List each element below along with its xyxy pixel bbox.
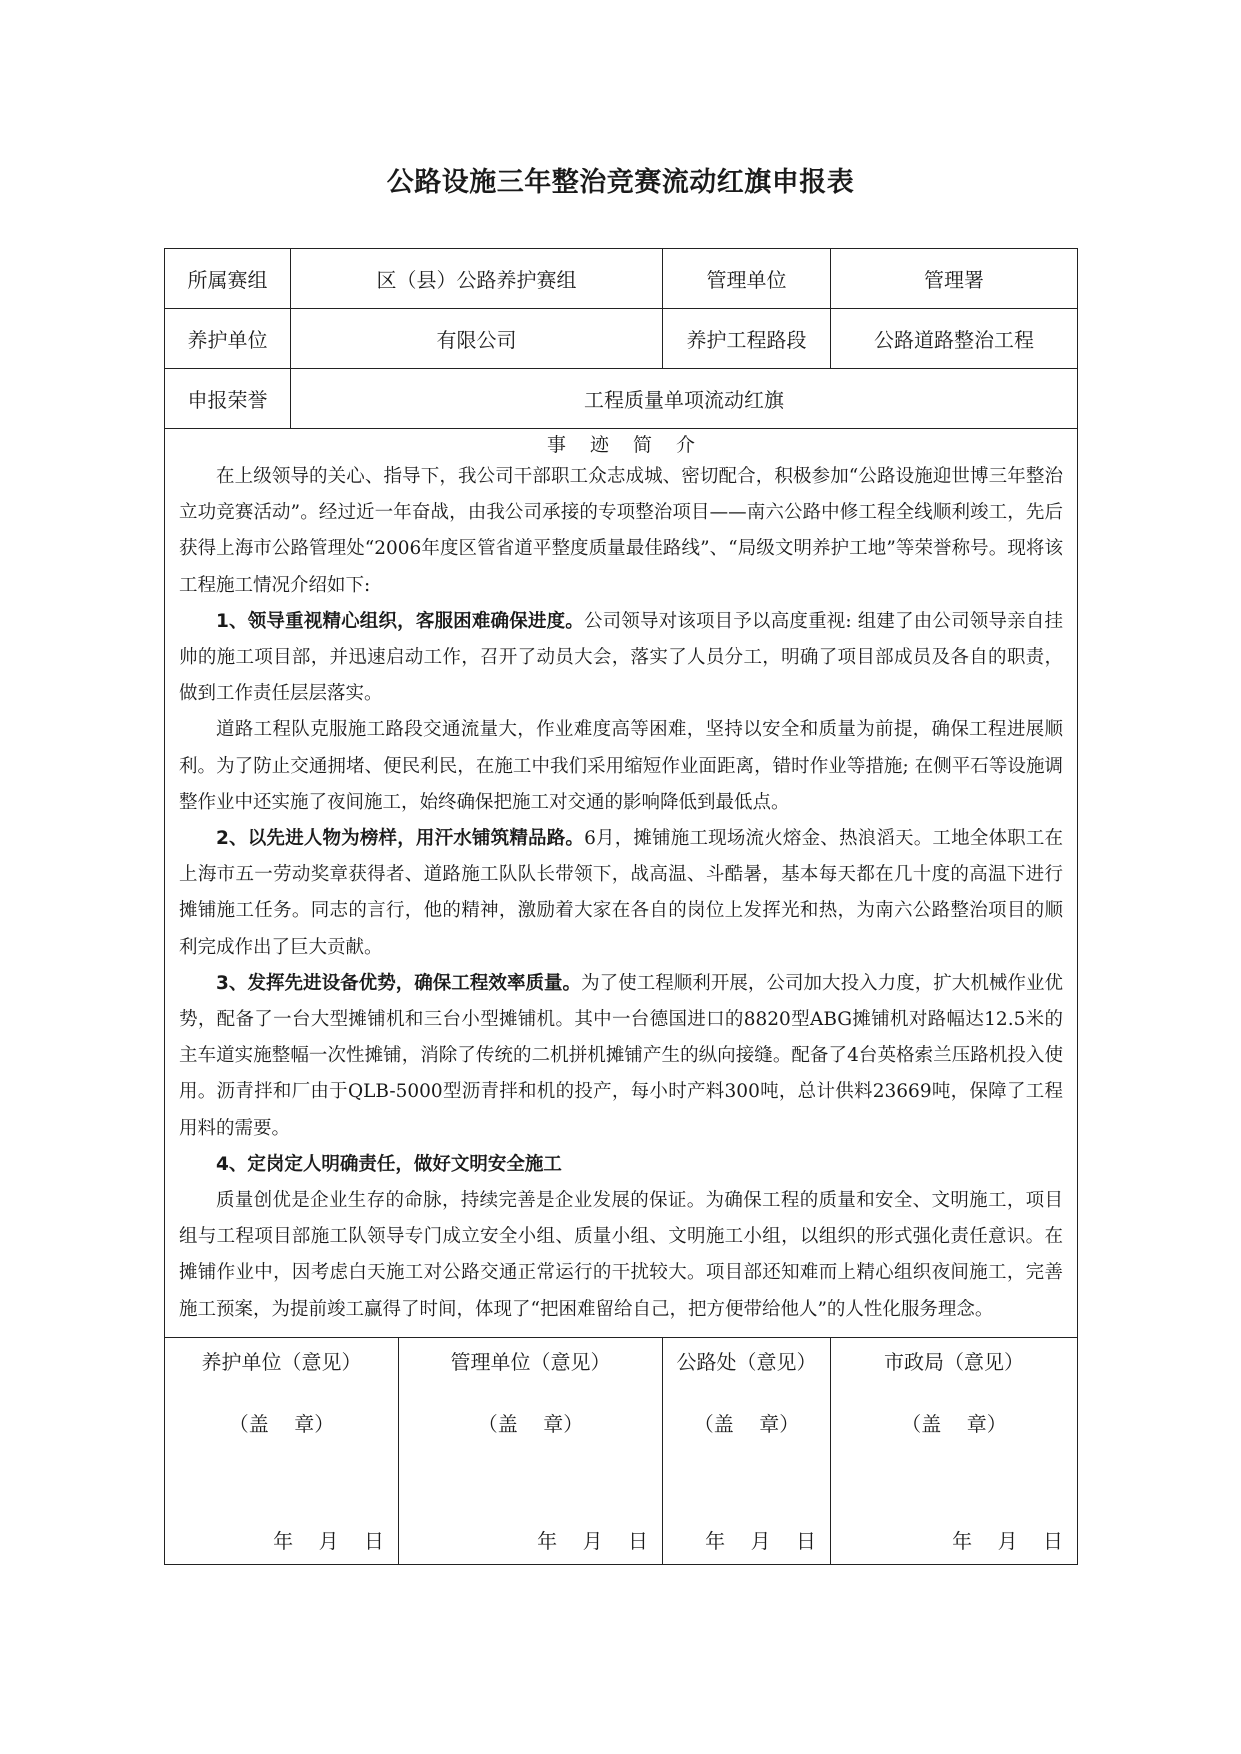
honor-value: 工程质量单项流动红旗 (291, 369, 1078, 429)
road-section-label: 养护工程路段 (663, 309, 831, 369)
maint-unit-value: 有限公司 (291, 309, 663, 369)
date-placeholder: 年 月 日 (537, 1529, 648, 1553)
mgmt-unit-label: 管理单位 (663, 249, 831, 309)
row-narrative (165, 429, 1078, 1338)
date-placeholder: 年 月 日 (273, 1529, 384, 1553)
narrative-heading: 事迹简介 (546, 434, 719, 456)
row-maintenance (165, 309, 1078, 369)
seal-placeholder: （盖 章） (901, 1412, 1007, 1436)
form-title: 公路设施三年整治竞赛流动红旗申报表 (386, 167, 855, 198)
section-3-heading: 3、发挥先进设备优势，确保工程效率质量。 (216, 972, 582, 994)
opinion-management-unit (399, 1338, 663, 1565)
maint-unit-label: 养护单位 (165, 309, 291, 369)
date-placeholder: 年 月 日 (952, 1529, 1063, 1553)
opinion-title: 市政局（意见） (884, 1350, 1024, 1374)
road-section-value: 公路道路整治工程 (831, 309, 1078, 369)
group-value: 区（县）公路养护赛组 (291, 249, 663, 309)
opinion-title: 公路处（意见） (676, 1350, 817, 1374)
row-opinions (165, 1338, 1078, 1565)
narrative-intro: 在上级领导的关心、指导下，我公司干部职工众志成城、密切配合，积极参加“公路设施迎世博三年整治立功竞赛活动”。经过近一年奋战，由我公司承接的专项整治项目——南六公路中修工程全线顺利竣工，先后获得上海市公路管理处“2006年度区管省道平整度质量最佳路线”、“局级文明养护工地”等荣誉称号。现将该工程施工情况介绍如下: (179, 466, 1063, 596)
seal-placeholder: （盖 章） (228, 1412, 335, 1436)
honor-label: 申报荣誉 (165, 369, 291, 429)
application-form-table (164, 248, 1078, 1565)
section-4-heading: 4、定岗定人明确责任，做好文明安全施工 (216, 1153, 562, 1175)
section-2-paragraph (179, 821, 1063, 966)
section-2-text: 6月，摊铺施工现场流火熔金、热浪滔天。工地全体职工在上海市五一劳动奖章获得者、道路施工队队长带领下，战高温、斗酷暑，基本每天都在几十度的高温下进行摊铺施工任务。同志的言行，他的精神，激励着大家在各自的岗位上发挥光和热，为南六公路整治项目的顺利完成作出了巨大贡献。 (179, 828, 1064, 958)
seal-placeholder: （盖 章） (693, 1412, 800, 1436)
narrative-cell (165, 429, 1078, 1338)
opinion-title: 管理单位（意见） (450, 1350, 611, 1374)
mgmt-unit-value: 管理署 (831, 249, 1078, 309)
section-4-text: 质量创优是企业生存的命脉，持续完善是企业发展的保证。为确保工程的质量和安全、文明施工，项目组与工程项目部施工队领导专门成立安全小组、质量小组、文明施工小组，以组织的形式强化责任意识。在摊铺作业中，因考虑白天施工对公路交通正常运行的干扰较大。项目部还知难而上精心组织夜间施工，完善施工预案，为提前竣工赢得了时间，体现了“把困难留给自己，把方便带给他人”的人性化服务理念。 (179, 1190, 1063, 1320)
section-3-text: 为了使工程顺利开展，公司加大投入力度，扩大机械作业优势，配备了一台大型摊铺机和三台小型摊铺机。其中一台德国进口的8820型ABG摊铺机对路幅达12.5米的主车道实施整幅一次性摊铺，消除了传统的二机拼机摊铺产生的纵向接缝。配备了4台英格索兰压路机投入使用。沥青拌和厂由于QLB-5000型沥青拌和机的投产，每小时产料300吨，总计供料23669吨，保障了工程用料的需要。 (179, 972, 1063, 1139)
seal-placeholder: （盖 章） (477, 1412, 584, 1436)
opinion-maintenance-unit (165, 1338, 399, 1565)
opinion-highway-office (663, 1338, 831, 1565)
row-group (165, 249, 1078, 309)
date-placeholder: 年 月 日 (705, 1529, 816, 1553)
section-1-paragraph-2: 道路工程队克服施工路段交通流量大，作业难度高等困难，坚持以安全和质量为前提，确保工程进展顺利。为了防止交通拥堵、便民利民，在施工中我们采用缩短作业面距离，错时作业等措施; 在侧平石等设施调整作业中还实施了夜间施工，始终确保把施工对交通的影响降低到最低点。 (179, 719, 1063, 813)
section-1-text: 公司领导对该项目予以高度重视: 组建了由公司领导亲自挂帅的施工项目部，并迅速启动工作，召开了动员大会，落实了人员分工，明确了项目部成员及各自的职责，做到工作责任层层落实。 (179, 610, 1063, 705)
section-1-paragraph (179, 604, 1063, 713)
section-2-heading: 2、以先进人物为榜样，用汗水铺筑精品路。 (216, 828, 585, 850)
opinion-title: 养护单位（意见） (201, 1350, 362, 1374)
section-1-heading: 1、领导重视精心组织，客服困难确保进度。 (216, 610, 584, 632)
group-label: 所属赛组 (165, 249, 291, 309)
row-honor (165, 369, 1078, 429)
opinion-municipal-bureau (831, 1338, 1078, 1565)
section-3-paragraph (179, 966, 1063, 1147)
